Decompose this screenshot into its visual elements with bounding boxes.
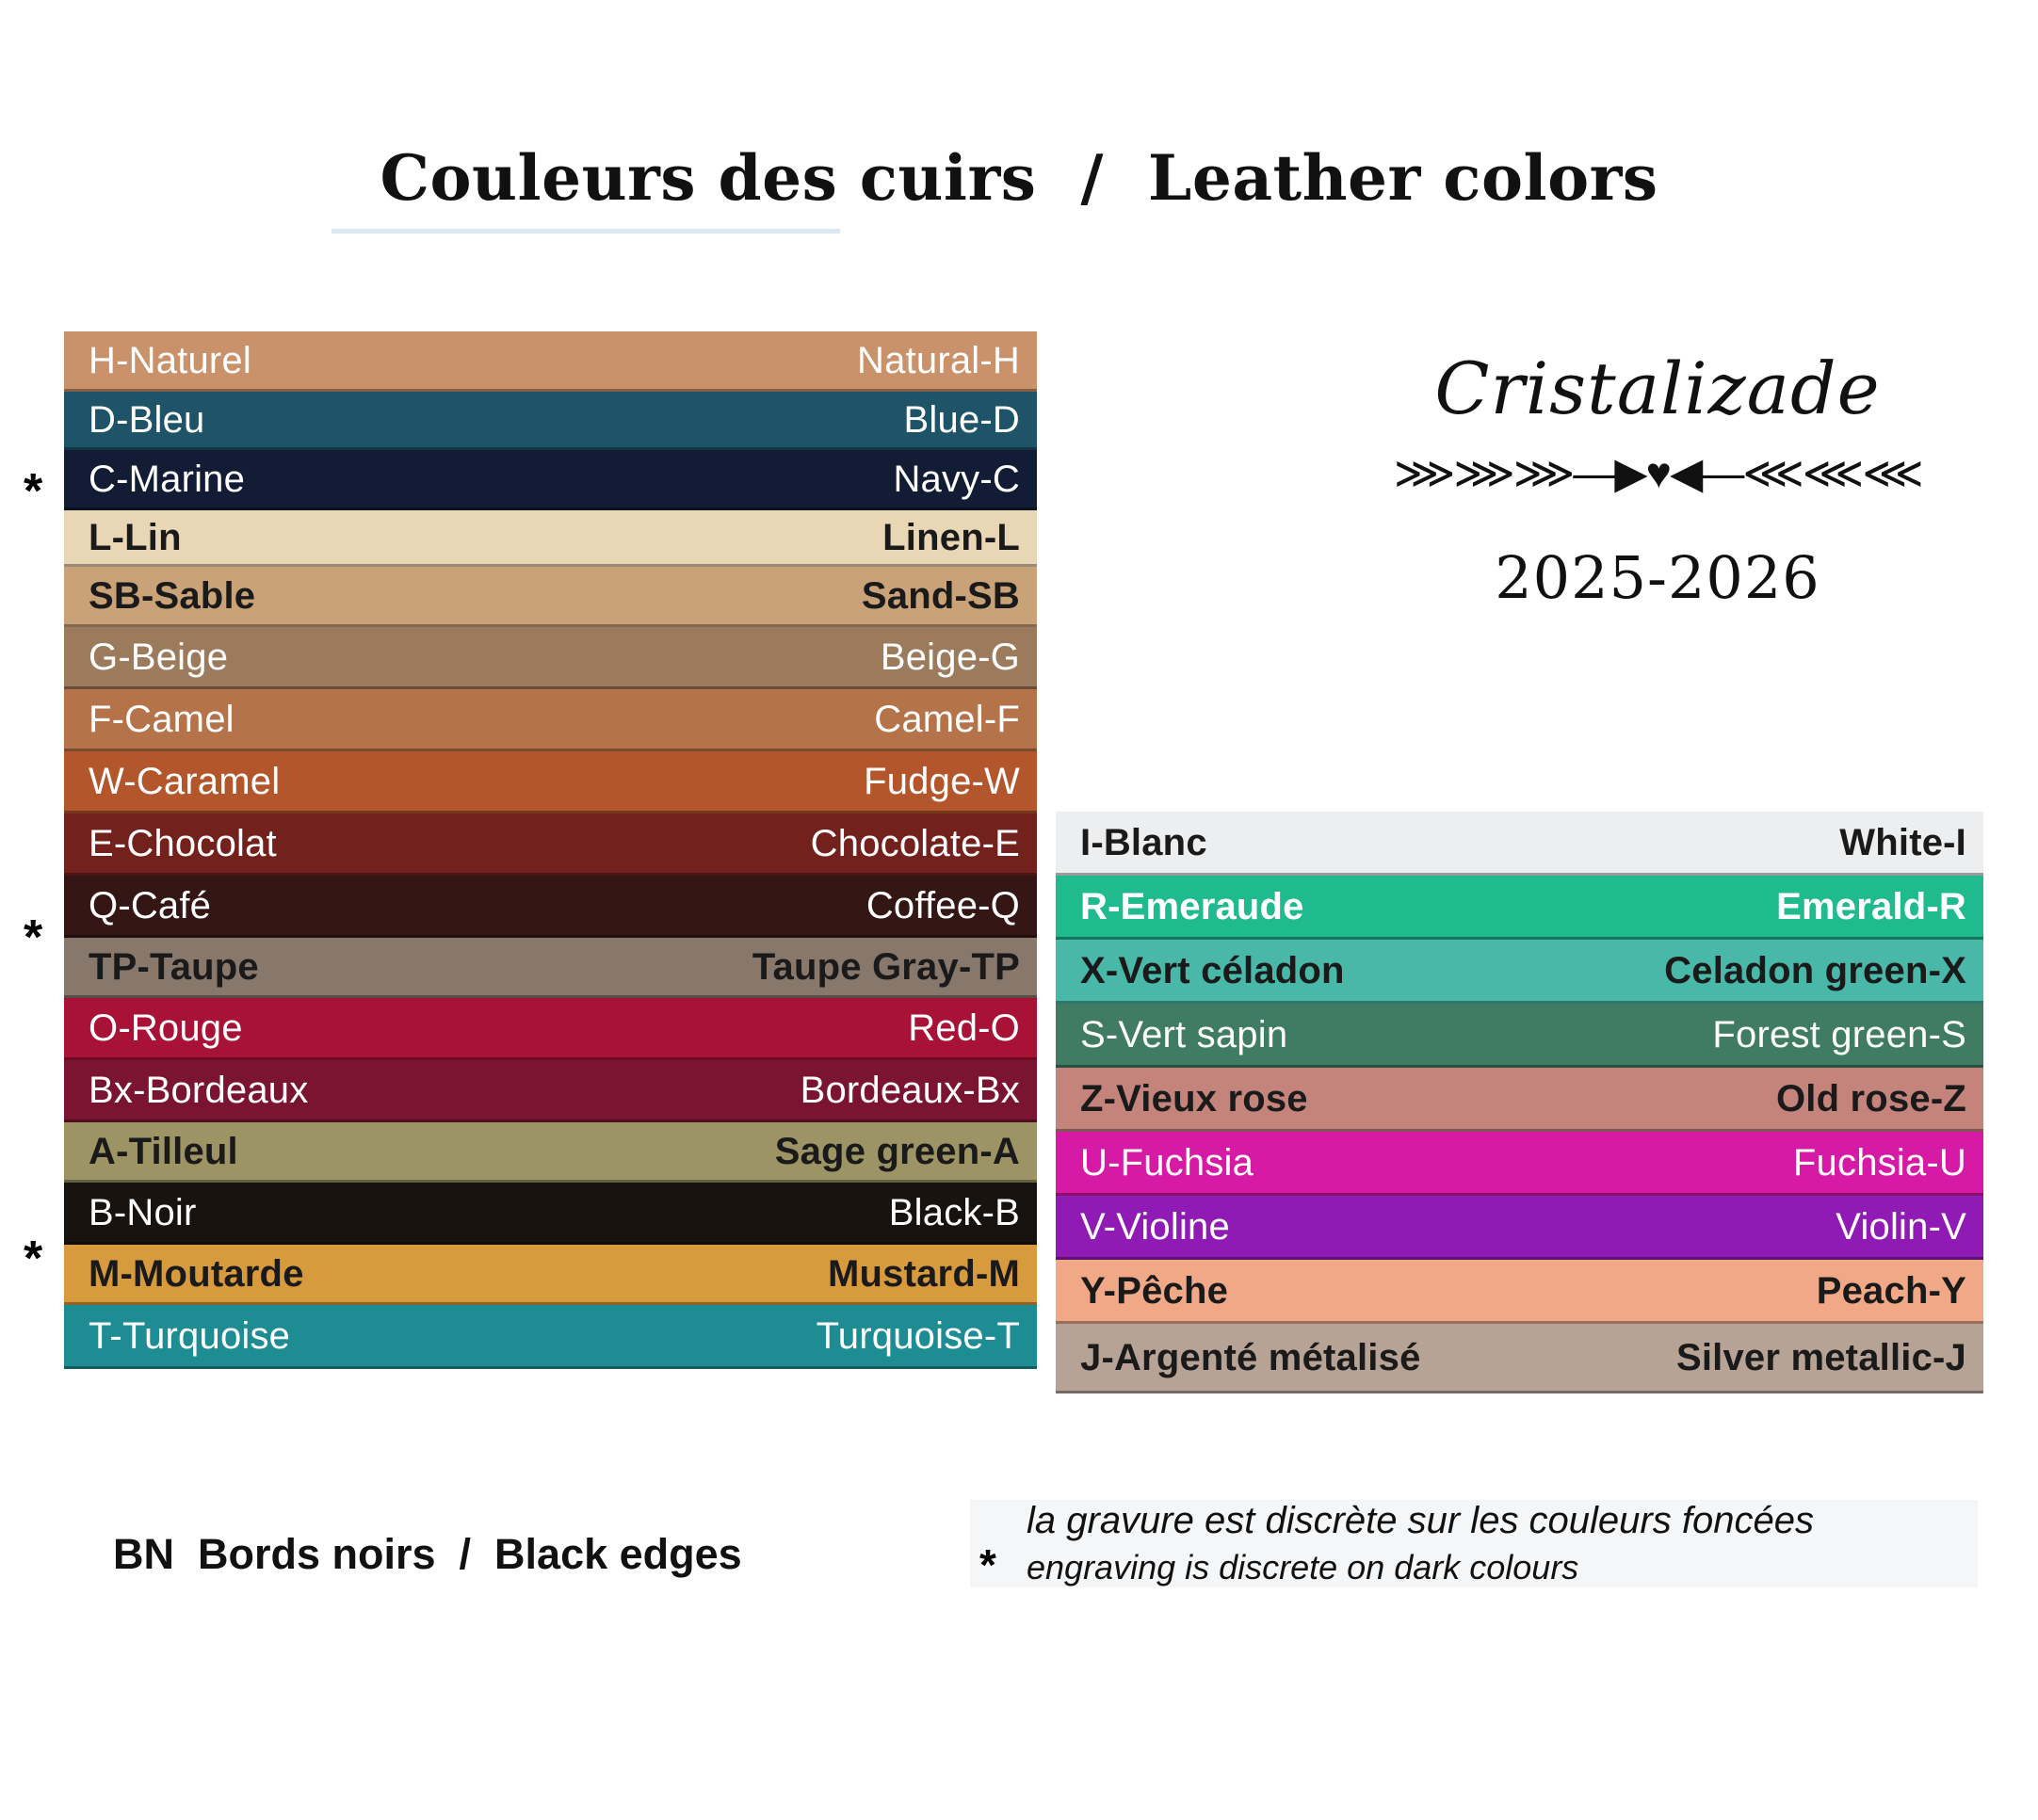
- dark-colour-note-en: engraving is discrete on dark colours: [1027, 1548, 1579, 1586]
- brand-block: [1394, 346, 1921, 612]
- swatch-label-en: Beige-G: [880, 636, 1020, 678]
- swatch-label-en: Linen-L: [882, 516, 1020, 558]
- brand-name: Cristalizade: [1434, 346, 1881, 430]
- swatch-label-en: White-I: [1839, 821, 1966, 863]
- leather-swatch-stack-left: [64, 331, 1037, 1469]
- swatch-label-fr: A-Tilleul: [89, 1130, 238, 1172]
- swatch-label-fr: X-Vert céladon: [1080, 949, 1345, 991]
- leather-swatch: [64, 1060, 1037, 1122]
- leather-swatch: [64, 751, 1037, 813]
- swatch-label-fr: J-Argenté métalisé: [1080, 1336, 1421, 1378]
- asterisk-icon: *: [979, 1540, 996, 1589]
- swatch-label-en: Camel-F: [874, 698, 1020, 740]
- swatch-label-fr: TP-Taupe: [89, 945, 259, 988]
- swatch-label-fr: O-Rouge: [89, 1007, 243, 1049]
- swatch-label-fr: B-Noir: [89, 1191, 197, 1233]
- swatch-label-en: Sage green-A: [774, 1130, 1020, 1172]
- swatch-label-en: Emerald-R: [1776, 885, 1966, 927]
- swatch-label-en: Fudge-W: [864, 760, 1020, 802]
- leather-swatch: [1056, 1132, 1983, 1196]
- swatch-label-fr: C-Marine: [89, 458, 246, 500]
- swatch-label-en: Natural-H: [857, 339, 1020, 381]
- leather-swatch: [64, 1245, 1037, 1305]
- swatch-label-en: Bordeaux-Bx: [800, 1069, 1020, 1111]
- dark-colour-note: [970, 1500, 1978, 1587]
- swatch-label-fr: Bx-Bordeaux: [89, 1069, 309, 1111]
- leather-swatch-stack-right: [1056, 812, 1983, 1468]
- leather-swatch: [64, 510, 1037, 567]
- leather-swatch: [64, 1122, 1037, 1183]
- swatch-label-en: Peach-Y: [1816, 1269, 1966, 1312]
- leather-swatch: [1056, 876, 1983, 940]
- swatch-label-en: Celadon green-X: [1664, 949, 1966, 991]
- swatch-label-fr: Q-Café: [89, 884, 212, 926]
- swatch-label-en: Chocolate-E: [810, 822, 1020, 864]
- leather-swatch: [1056, 1324, 1983, 1393]
- swatch-label-fr: W-Caramel: [89, 760, 281, 802]
- leather-swatch: [1056, 812, 1983, 876]
- swatch-label-fr: SB-Sable: [89, 574, 256, 617]
- dark-colour-note-fr: la gravure est discrète sur les couleurs foncées: [1027, 1500, 1814, 1541]
- arrow-heart-icon: ⋙⋙⋙—▶♥◀—⋘⋘⋘: [1394, 448, 1922, 497]
- title-underline: [332, 229, 840, 234]
- swatch-label-fr: Y-Pêche: [1080, 1269, 1229, 1312]
- swatch-label-en: Forest green-S: [1712, 1013, 1966, 1055]
- leather-swatch: [64, 392, 1037, 450]
- swatch-label-en: Red-O: [908, 1007, 1020, 1049]
- swatch-label-fr: E-Chocolat: [89, 822, 277, 864]
- swatch-label-fr: F-Camel: [89, 698, 235, 740]
- swatch-label-en: Black-B: [888, 1191, 1020, 1233]
- swatch-label-en: Turquoise-T: [816, 1314, 1020, 1357]
- leather-swatch: [64, 876, 1037, 938]
- swatch-label-en: Blue-D: [903, 398, 1020, 441]
- swatch-label-fr: R-Emeraude: [1080, 885, 1304, 927]
- asterisk-icon: *: [24, 464, 43, 519]
- leather-swatch: [64, 689, 1037, 751]
- swatch-label-fr: M-Moutarde: [89, 1252, 304, 1295]
- swatch-label-fr: L-Lin: [89, 516, 182, 558]
- leather-swatch: [64, 938, 1037, 998]
- swatch-label-en: Navy-C: [893, 458, 1020, 500]
- leather-swatch: [64, 1305, 1037, 1369]
- swatch-label-fr: S-Vert sapin: [1080, 1013, 1288, 1055]
- swatch-label-fr: U-Fuchsia: [1080, 1141, 1254, 1184]
- swatch-label-fr: I-Blanc: [1080, 821, 1207, 863]
- swatch-label-en: Old rose-Z: [1775, 1077, 1966, 1119]
- leather-swatch: [64, 450, 1037, 510]
- swatch-label-fr: H-Naturel: [89, 339, 251, 381]
- leather-swatch: [64, 627, 1037, 689]
- leather-swatch: [1056, 1004, 1983, 1068]
- leather-swatch: [64, 331, 1037, 392]
- swatch-label-fr: G-Beige: [89, 636, 229, 678]
- leather-swatch: [1056, 940, 1983, 1004]
- swatch-label-en: Silver metallic-J: [1675, 1336, 1966, 1378]
- swatch-label-fr: Z-Vieux rose: [1080, 1077, 1308, 1119]
- swatch-label-en: Mustard-M: [827, 1252, 1020, 1295]
- asterisk-icon: *: [24, 1232, 43, 1286]
- brand-year: 2025-2026: [1495, 543, 1820, 612]
- leather-swatch: [1056, 1068, 1983, 1132]
- black-edges-note: BN Bords noirs / Black edges: [113, 1530, 742, 1578]
- swatch-label-en: Violin-V: [1836, 1205, 1966, 1248]
- page-title: Couleurs des cuirs / Leather colors: [380, 141, 1658, 215]
- leather-swatch: [64, 813, 1037, 876]
- asterisk-icon: *: [24, 910, 43, 965]
- swatch-label-fr: V-Violine: [1080, 1205, 1230, 1248]
- swatch-label-fr: T-Turquoise: [89, 1314, 291, 1357]
- leather-swatch: [64, 1183, 1037, 1245]
- leather-swatch: [64, 998, 1037, 1060]
- swatch-label-en: Taupe Gray-TP: [752, 945, 1020, 988]
- leather-swatch: [1056, 1196, 1983, 1260]
- leather-swatch: [64, 567, 1037, 627]
- leather-swatch: [1056, 1260, 1983, 1324]
- swatch-label-en: Sand-SB: [861, 574, 1020, 617]
- swatch-label-en: Coffee-Q: [865, 884, 1020, 926]
- swatch-label-en: Fuchsia-U: [1792, 1141, 1966, 1184]
- swatch-label-fr: D-Bleu: [89, 398, 205, 441]
